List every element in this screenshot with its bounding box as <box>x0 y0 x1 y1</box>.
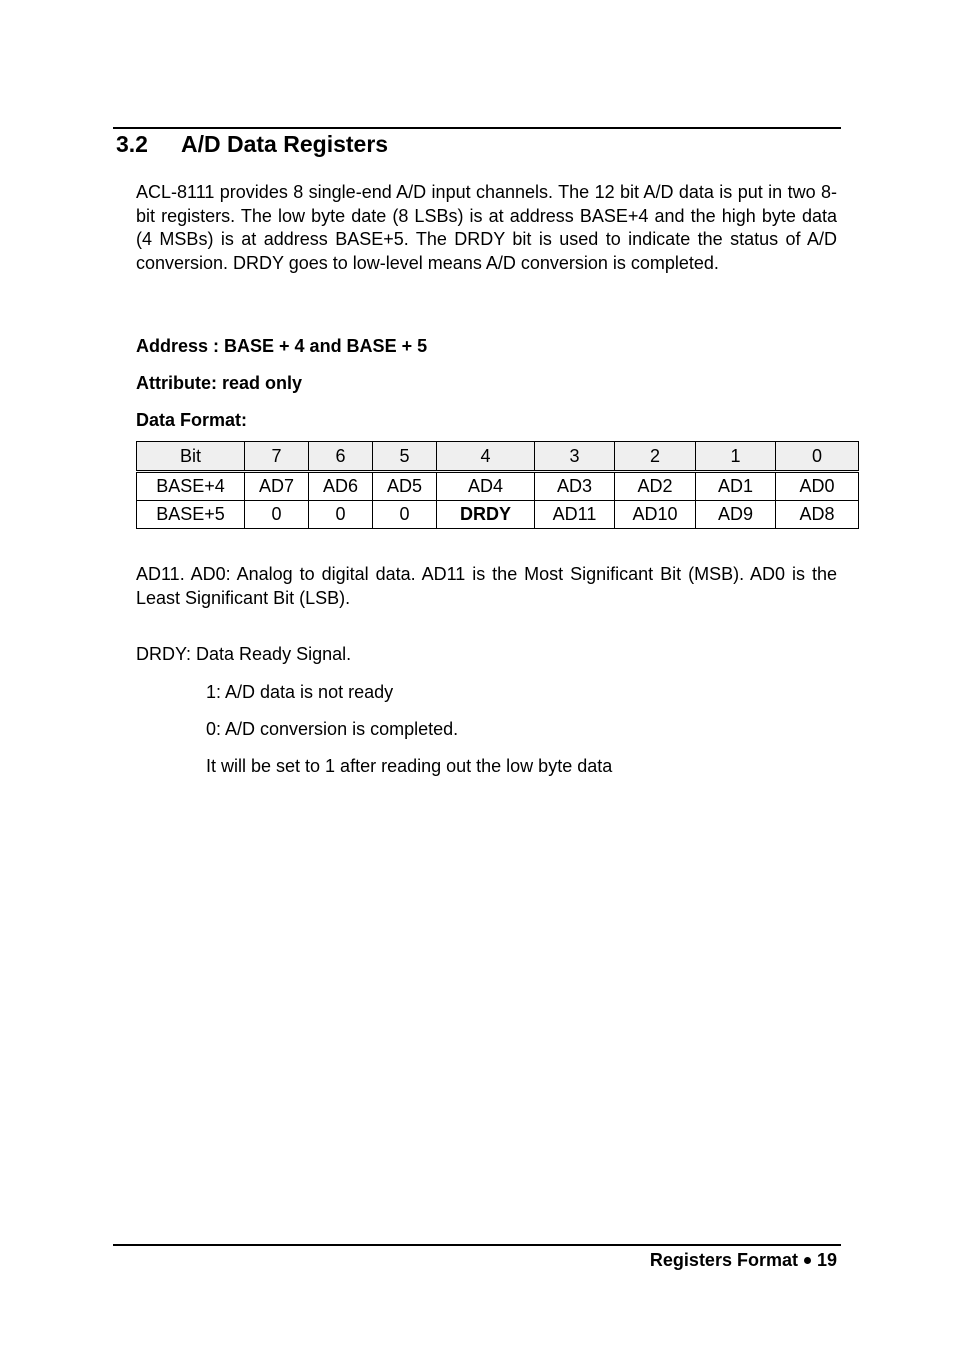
table-cell: AD3 <box>535 472 615 501</box>
section-number: 3.2 <box>116 131 148 157</box>
table-header-cell: 2 <box>615 442 696 472</box>
table-cell: BASE+5 <box>137 501 245 529</box>
table-header-cell: 4 <box>437 442 535 472</box>
address-label: Address : BASE + 4 and BASE + 5 <box>136 336 428 356</box>
table-cell: AD7 <box>245 472 309 501</box>
register-table <box>136 441 859 529</box>
table-cell: AD1 <box>696 472 776 501</box>
drdy-title: DRDY: Data Ready Signal. <box>136 644 352 664</box>
table-cell: AD0 <box>776 472 859 501</box>
table-cell: AD10 <box>615 501 696 529</box>
table-cell: 0 <box>373 501 437 529</box>
table-header-cell: Bit <box>137 442 245 472</box>
data-description: AD11. AD0: Analog to digital data. AD11 is the Most Significant Bit (MSB). AD0 is the Least Significant Bit (LSB). <box>136 564 837 608</box>
table-cell: AD8 <box>776 501 859 529</box>
table-cell: AD4 <box>437 472 535 501</box>
table-header-cell: 5 <box>373 442 437 472</box>
bullet-icon <box>804 1257 811 1264</box>
table-header-cell: 3 <box>535 442 615 472</box>
intro-paragraph: ACL-8111 provides 8 single-end A/D input channels. The 12 bit A/D data is put in two 8-bit registers. The low byte date (8 LSBs) is at address BASE+4 and the high byte data (4 MSBs) is at address BASE+5. The DRDY bit is used to indicate the status of A/D conversion. DRDY goes to low-level means A/D conversion is completed. <box>136 182 837 274</box>
table-header-cell: 1 <box>696 442 776 472</box>
table-header-cell: 6 <box>309 442 373 472</box>
table-cell: AD6 <box>309 472 373 501</box>
drdy-state-0: 0: A/D conversion is completed. <box>206 719 459 739</box>
table-cell: 0 <box>245 501 309 529</box>
section-title: A/D Data Registers <box>181 131 389 157</box>
table-cell: AD5 <box>373 472 437 501</box>
table-row <box>137 501 859 529</box>
table-cell: 0 <box>309 501 373 529</box>
table-cell-drdy: DRDY <box>437 501 535 529</box>
table-cell: AD9 <box>696 501 776 529</box>
page-number: 19 <box>816 1250 837 1270</box>
table-header-row <box>137 442 859 472</box>
table-cell: AD11 <box>535 501 615 529</box>
table-header-cell: 0 <box>776 442 859 472</box>
header-rule <box>113 127 841 129</box>
section-heading <box>116 131 388 158</box>
data-format-label: Data Format: <box>136 410 248 430</box>
drdy-note: It will be set to 1 after reading out the low byte data <box>206 756 613 776</box>
table-cell: BASE+4 <box>137 472 245 501</box>
attribute-label: Attribute: read only <box>136 373 303 393</box>
table-cell: AD2 <box>615 472 696 501</box>
footer-rule <box>113 1244 841 1246</box>
table-header-cell: 7 <box>245 442 309 472</box>
page-footer <box>650 1250 837 1271</box>
table-row <box>137 472 859 501</box>
drdy-state-1: 1: A/D data is not ready <box>206 682 394 702</box>
footer-section-name: Registers Format <box>649 1250 798 1270</box>
